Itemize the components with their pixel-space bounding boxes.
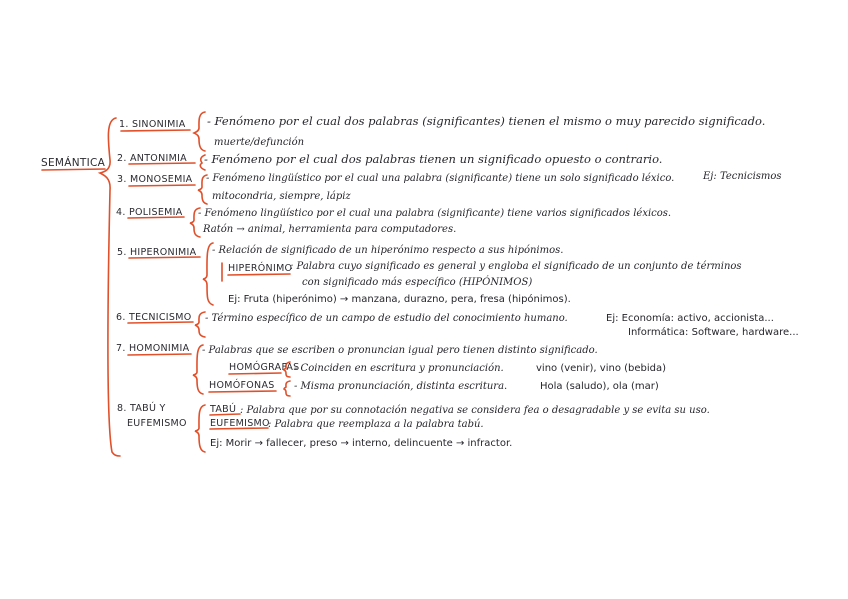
definition-homonimia: - Palabras que se escriben o pronuncian igual pero tienen distinto significado. <box>202 345 598 356</box>
text-tabu: : Palabra que por su connotación negativa se considera fea o desagradable y se evita su uso. <box>240 405 710 416</box>
sub-label-tabu: TABÚ <box>210 404 237 415</box>
section-label-hiperonimia: 5. HIPERONIMIA <box>117 247 197 258</box>
example-sinonimia: muerte/defunción <box>214 137 305 148</box>
section-label-antonimia: 2. ANTONIMIA <box>117 153 187 164</box>
section-label-tabu: 8. TABÚ Y <box>117 403 166 414</box>
section-label-polisemia: 4. POLISEMIA <box>116 207 183 218</box>
section-label-homonimia: 7. HOMONIMIA <box>116 343 190 354</box>
section-label-monosemia: 3. MONOSEMIA <box>117 174 193 185</box>
brace-sinonimia <box>194 112 205 151</box>
definition-polisemia: - Fenómeno lingüístico por el cual una palabra (significante) tiene varios significados léxicos. <box>198 208 672 219</box>
example-polisemia: Ratón → animal, herramienta para computadores. <box>203 224 457 235</box>
brace-homofonas <box>284 381 290 396</box>
example-tecnicismo-2: Informática: Software, hardware... <box>628 327 799 338</box>
definition-antonimia: - Fenómeno por el cual dos palabras tienen un significado opuesto o contrario. <box>204 152 663 166</box>
section-label-sinonimia: 1. SINONIMIA <box>119 119 186 130</box>
sub-text-hiperonimo-2: con significado más específico (HIPÓNIMOS) <box>302 277 533 288</box>
sub-label-eufemismo: EUFEMISMO <box>210 418 270 429</box>
note-monosemia: Ej: Tecnicismos <box>703 171 782 182</box>
example-monosemia: mitocondria, siempre, lápiz <box>212 191 351 202</box>
sub-label-homofonas: HOMÓFONAS <box>209 380 275 391</box>
definition-sinonimia: - Fenómeno por el cual dos palabras (significantes) tienen el mismo o muy parecido significado. <box>207 114 766 128</box>
example-hiperonimia: Ej: Fruta (hiperónimo) → manzana, durazno, pera, fresa (hipónimos). <box>228 294 571 305</box>
brace-tecnicismo <box>195 312 205 337</box>
brace-tabu <box>195 405 205 452</box>
definition-tecnicismo: - Término específico de un campo de estudio del conocimiento humano. <box>205 313 568 324</box>
sub-text-hiperonimo-1: : Palabra cuyo significado es general y engloba el significado de un conjunto de términos <box>290 261 742 272</box>
text-homografas: - Coinciden en escritura y pronunciación. <box>294 363 504 374</box>
text-eufemismo: : Palabra que reemplaza a la palabra tabú. <box>268 419 484 430</box>
section-label-tecnicismo: 6. TECNICISMO <box>116 312 192 323</box>
definition-monosemia: - Fenómeno lingüístico por el cual una palabra (significante) tiene un solo significado léxico. <box>206 173 675 184</box>
sub-label-hiperonimo: HIPERÓNIMO <box>228 263 293 274</box>
example-tecnicismo-1: Ej: Economía: activo, accionista... <box>606 313 774 324</box>
definition-hiperonimia: - Relación de significado de un hiperónimo respecto a sus hipónimos. <box>212 245 564 256</box>
example-homofonas: Hola (saludo), ola (mar) <box>540 381 659 392</box>
page-title: SEMÁNTICA <box>41 157 106 169</box>
section-label-eufemismo: EUFEMISMO <box>127 418 187 429</box>
example-tabu: Ej: Morir → fallecer, preso → interno, delincuente → infractor. <box>210 438 513 449</box>
text-homofonas: - Misma pronunciación, distinta escritura. <box>294 381 508 392</box>
sub-label-homografas: HOMÓGRAFAS <box>229 362 300 373</box>
example-homografas: vino (venir), vino (bebida) <box>536 363 667 374</box>
